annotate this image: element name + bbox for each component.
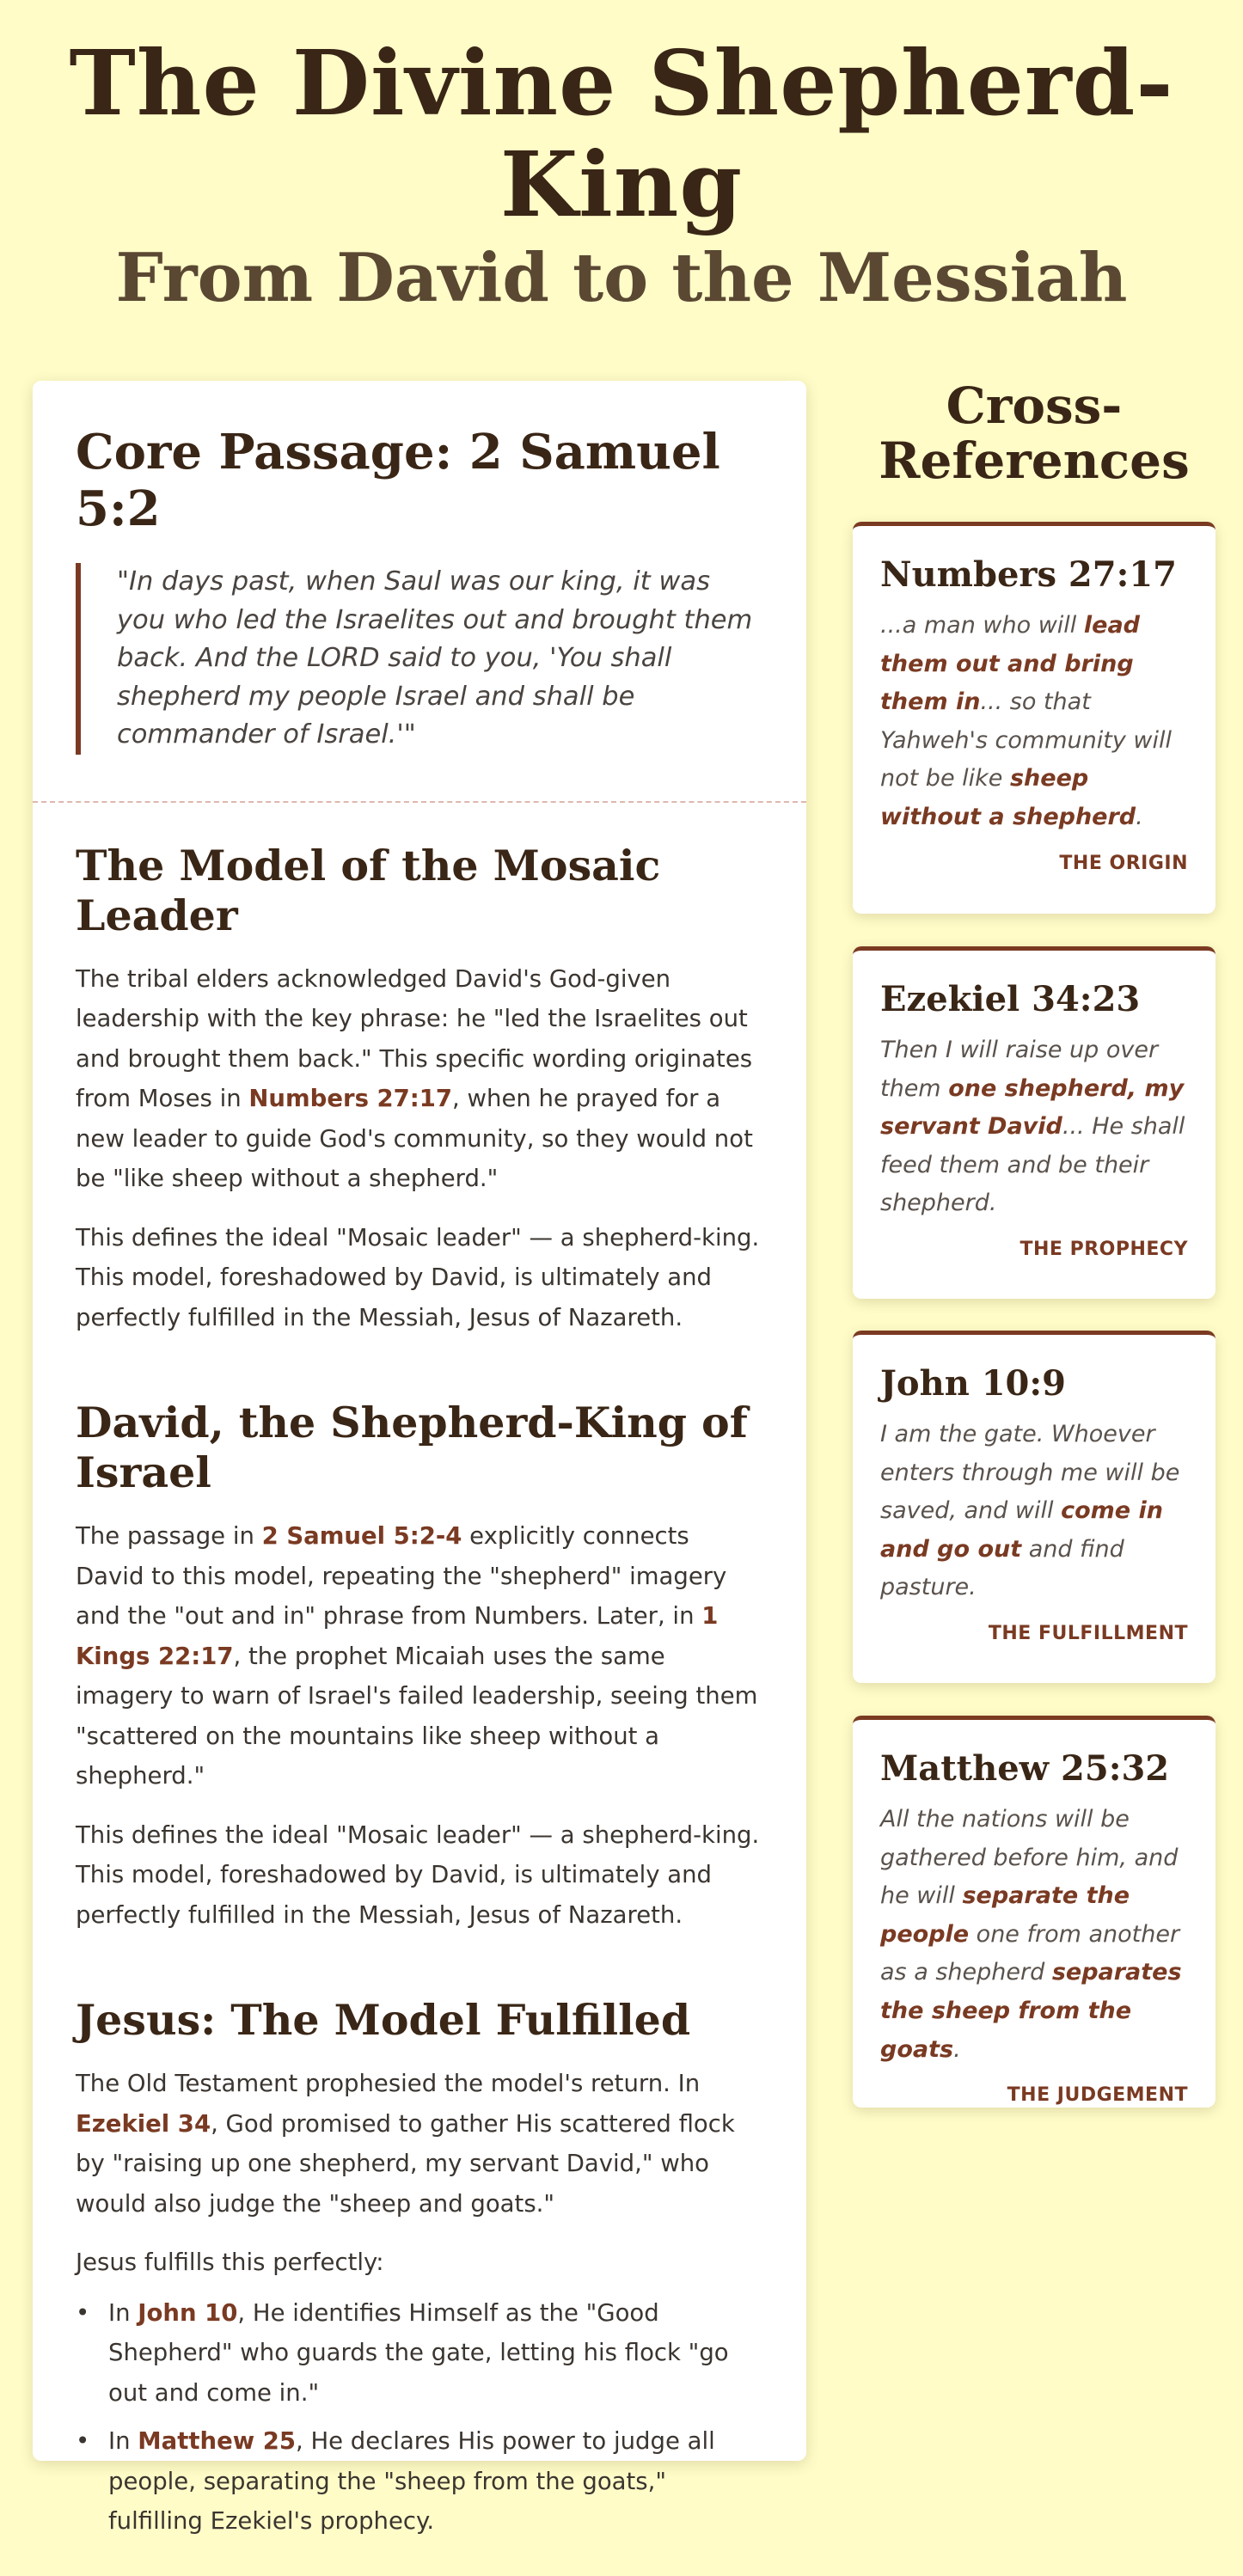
core-passage-heading: Core Passage: 2 Samuel 5:2 (76, 424, 720, 537)
text-span: All the nations will be gathered before him, and he will (880, 1806, 1179, 1910)
section3-paragraph-2: Jesus fulfills this perfectly: (76, 2249, 384, 2277)
verse-highlight: come in and go out (880, 1497, 1163, 1563)
scripture-link-ezekiel-34[interactable]: Ezekiel 34 (76, 2109, 211, 2138)
list-item (76, 2421, 763, 2542)
cross-reference-title: Matthew 25:32 (880, 1748, 1170, 1789)
text-span: , when he prayed for a new leader to guide God's community, so they would not be "like sheep without a shepherd." (76, 1085, 753, 1193)
section1-paragraph-2: This defines the ideal "Mosaic leader" — a shepherd-king. This model, foreshadowed by David, is ultimately and perfectly fulfilled in the Messiah, Jesus of Nazareth. (76, 1223, 760, 1331)
text-span: . (953, 2035, 961, 2063)
text-span: one from another as a shepherd (880, 1920, 1180, 1986)
text-span: I am the gate. Whoever enters through me will be saved, and will (880, 1421, 1180, 1525)
verse-highlight: lead them out and bring them in (880, 612, 1141, 716)
section-heading-jesus: Jesus: The Model Fulfilled (76, 1995, 691, 2046)
cross-reference-title: John 10:9 (880, 1363, 1066, 1404)
core-passage-section (33, 381, 806, 803)
main-article-card (33, 381, 806, 2536)
cross-reference-title: Numbers 27:17 (880, 554, 1177, 595)
list-item (76, 2293, 763, 2414)
article-content (33, 803, 806, 2576)
verse-highlight: separate the people (880, 1882, 1130, 1948)
text-span: explicitly connects David to this model, repeating the "shepherd" imagery and the "out and in" phrase from Numbers. Later, in (76, 1522, 727, 1631)
page-header (0, 30, 1243, 318)
text-span: , the prophet Micaiah uses the same imagery to warn of Israel's failed leadership, seeing them "scattered on the mountains like sheep without a shepherd." (76, 1642, 758, 1790)
scripture-link-numbers-27-17[interactable]: Numbers 27:17 (248, 1085, 453, 1113)
text-span: , God promised to gather His scattered flock by "raising up one shepherd, my servant David," who would also judge the "sheep and goats." (76, 2109, 735, 2218)
section2-paragraph-2: This defines the ideal "Mosaic leader" — a shepherd-king. This model, foreshadowed by David, is ultimately and perfectly fulfilled in the Messiah, Jesus of Nazareth. (76, 1820, 760, 1929)
core-passage-quote: "In days past, when Saul was our king, it was you who led the Israelites out and brought them back. And the LORD said to you, 'You shall shepherd my people Israel and shall be commander of Israel.'" (76, 563, 763, 755)
cross-reference-card-numbers (853, 522, 1215, 914)
page-title (0, 30, 1243, 237)
cross-reference-tag: THE PROPHECY (1020, 1238, 1188, 1260)
text-span: ... so that Yahweh's community will not be like (880, 688, 1172, 792)
text-span: ...a man who will (880, 612, 1084, 639)
scripture-link-1-kings-22-17[interactable]: 1 Kings 22:17 (76, 1602, 719, 1670)
page-title-line2: King (499, 132, 744, 237)
cross-reference-tag: THE ORIGIN (1059, 852, 1188, 874)
cross-reference-verse (880, 607, 1188, 837)
section-heading-mosaic-leader: The Model of the Mosaic Leader (76, 840, 661, 940)
section2-paragraph-1 (76, 1516, 763, 1796)
scripture-link-2-samuel-5-2-4[interactable]: 2 Samuel 5:2-4 (261, 1522, 462, 1551)
cross-reference-title: Ezekiel 34:23 (880, 979, 1141, 1019)
text-span: The Old Testament prophesied the model's return. In (76, 2070, 701, 2098)
text-span: , He declares His power to judge all people, separating the "sheep from the goats," fulfilling Ezekiel's prophecy. (108, 2427, 715, 2536)
verse-highlight: one shepherd, my servant David (880, 1074, 1185, 1141)
page-title-line1: The Divine Shepherd- (69, 30, 1174, 136)
section-heading-david: David, the Shepherd-King of Israel (76, 1398, 748, 1498)
verse-highlight: sheep without a shepherd (880, 765, 1136, 830)
text-span: The tribal elders acknowledged David's God-given leadership with the key phrase: he "led the Israelites out and brought them back." This specific wording originates from Moses in (76, 964, 753, 1113)
text-span: Then I will raise up over them (880, 1037, 1159, 1102)
text-span: The passage in (76, 1522, 262, 1551)
fulfillment-list (76, 2293, 763, 2542)
text-span: and find pasture. (880, 1535, 1124, 1601)
scripture-link-matthew-25[interactable]: Matthew 25 (138, 2427, 296, 2456)
cross-reference-verse (880, 1801, 1188, 2069)
page-subtitle: From David to the Messiah (115, 239, 1128, 317)
cross-reference-card-john (853, 1331, 1215, 1683)
scripture-link-john-10[interactable]: John 10 (138, 2298, 238, 2327)
text-span: In (108, 2298, 138, 2327)
section1-paragraph-1 (76, 959, 763, 1199)
sidebar-title (849, 378, 1219, 488)
text-span: ... He shall feed them and be their shepherd. (880, 1113, 1185, 1217)
sidebar-title-line1: Cross- (946, 376, 1123, 435)
bullet-icon: • (76, 2427, 90, 2456)
cross-reference-verse (880, 1416, 1188, 1607)
section3-paragraph-1 (76, 2064, 763, 2224)
text-span: . (1136, 803, 1143, 830)
cross-reference-card-ezekiel (853, 946, 1215, 1299)
cross-reference-tag: THE JUDGEMENT (1007, 2084, 1188, 2107)
text-span: In (108, 2427, 138, 2456)
cross-reference-tag: THE FULFILLMENT (988, 1622, 1188, 1644)
sidebar-title-line2: References (879, 431, 1190, 490)
cross-reference-card-matthew (853, 1716, 1215, 2108)
bullet-icon: • (76, 2298, 90, 2327)
verse-highlight: separates the sheep from the goats (880, 1959, 1182, 2063)
text-span: , He identifies Himself as the "Good Shepherd" who guards the gate, letting his flock "go out and come in." (108, 2298, 729, 2407)
cross-reference-verse (880, 1031, 1188, 1223)
